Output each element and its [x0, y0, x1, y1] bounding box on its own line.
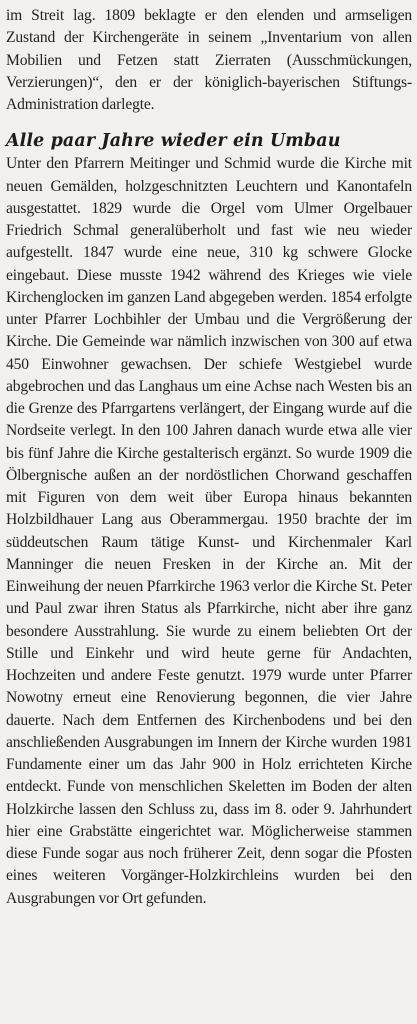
- intro-paragraph: im Streit lag. 1809 beklagte er den elenden und armseligen Zustand der Kirchengeräte in seinem „Inventarium von allen Mobilien und Fetzen statt Zierraten (Ausschmückungen, Verzierungen)“, den er der königlich-bayerischen Stiftungs-Administration darlegte.: [6, 7, 412, 114]
- section-heading: Alle paar Jahre wieder ein Umbau: [6, 131, 341, 152]
- section-paragraph: Unter den Pfarrern Meitinger und Schmid wurde die Kirche mit neuen Gemälden, holzgeschnitzten Leuchtern und Kanontafeln ausgestattet. 1829 wurde die Orgel vom Ulmer Orgelbauer Friedrich Schmal generalüberholt und fast wie neu wieder aufgestellt. 1847 wurde eine neue, 310 kg schwere Glocke eingebaut. Diese musste 1942 während des Krieges wie viele Kirchenglocken im ganzen Land abgegeben werden. 1854 erfolgte unter Pfarrer Lochbihler der Umbau und die Vergrößerung der Kirche. Die Gemeinde war nämlich inzwischen von 300 auf etwa 450 Einwohner gewachsen. Der schiefe Westgiebel wurde abgebrochen und das Langhaus um eine Achse nach Westen bis an die Grenze des Pfarrgartens verlängert, der Eingang wurde auf die Nordseite verlegt. In den 100 Jahren danach wurde etwa alle vier bis fünf Jahre die Kirche gestalterisch ergänzt. So wurde 1909 die Ölbergnische außen an der nordöstlichen Chorwand geschaffen mit Figuren von dem weit über Europa hinaus bekannten Holzbildhauer Lang aus Oberammergau. 1950 brachte der im süddeutschen Raum tätige Kunst- und Kirchenmaler Karl Manninger die neuen Fresken in der Kirche an. Mit der Einweihung der neuen Pfarrkirche 1963 verlor die Kirche St. Peter und Paul zwar ihren Status als Pfarrkirche, nicht aber ihre ganz besondere Ausstrahlung. Sie wurde zu einem beliebten Ort der Stille und Einkehr und wird heute gerne für Andachten, Hochzeiten und andere Feste genutzt. 1979 wurde unter Pfarrer Nowotny erneut eine Renovierung begonnen, die vier Jahre dauerte. Nach dem Entfernen des Kirchenbodens und bei den anschließenden Ausgrabungen im Innern der Kirche wurden 1981 Fundamente einer um das Jahr 900 in Holz errichteten Kirche entdeckt. Funde von menschlichen Skeletten im Boden der alten Holzkirche lassen den Schluss zu, dass im 8. oder 9. Jahrhundert hier eine Grabstätte eingerichtet war. Möglicherweise stammen diese Funde sogar aus noch früherer Zeit, denn sogar die Pfosten eines weiteren Vorgänger-Holzkirchleins wurden bei den Ausgrabungen vor Ort gefunden.: [6, 155, 412, 907]
